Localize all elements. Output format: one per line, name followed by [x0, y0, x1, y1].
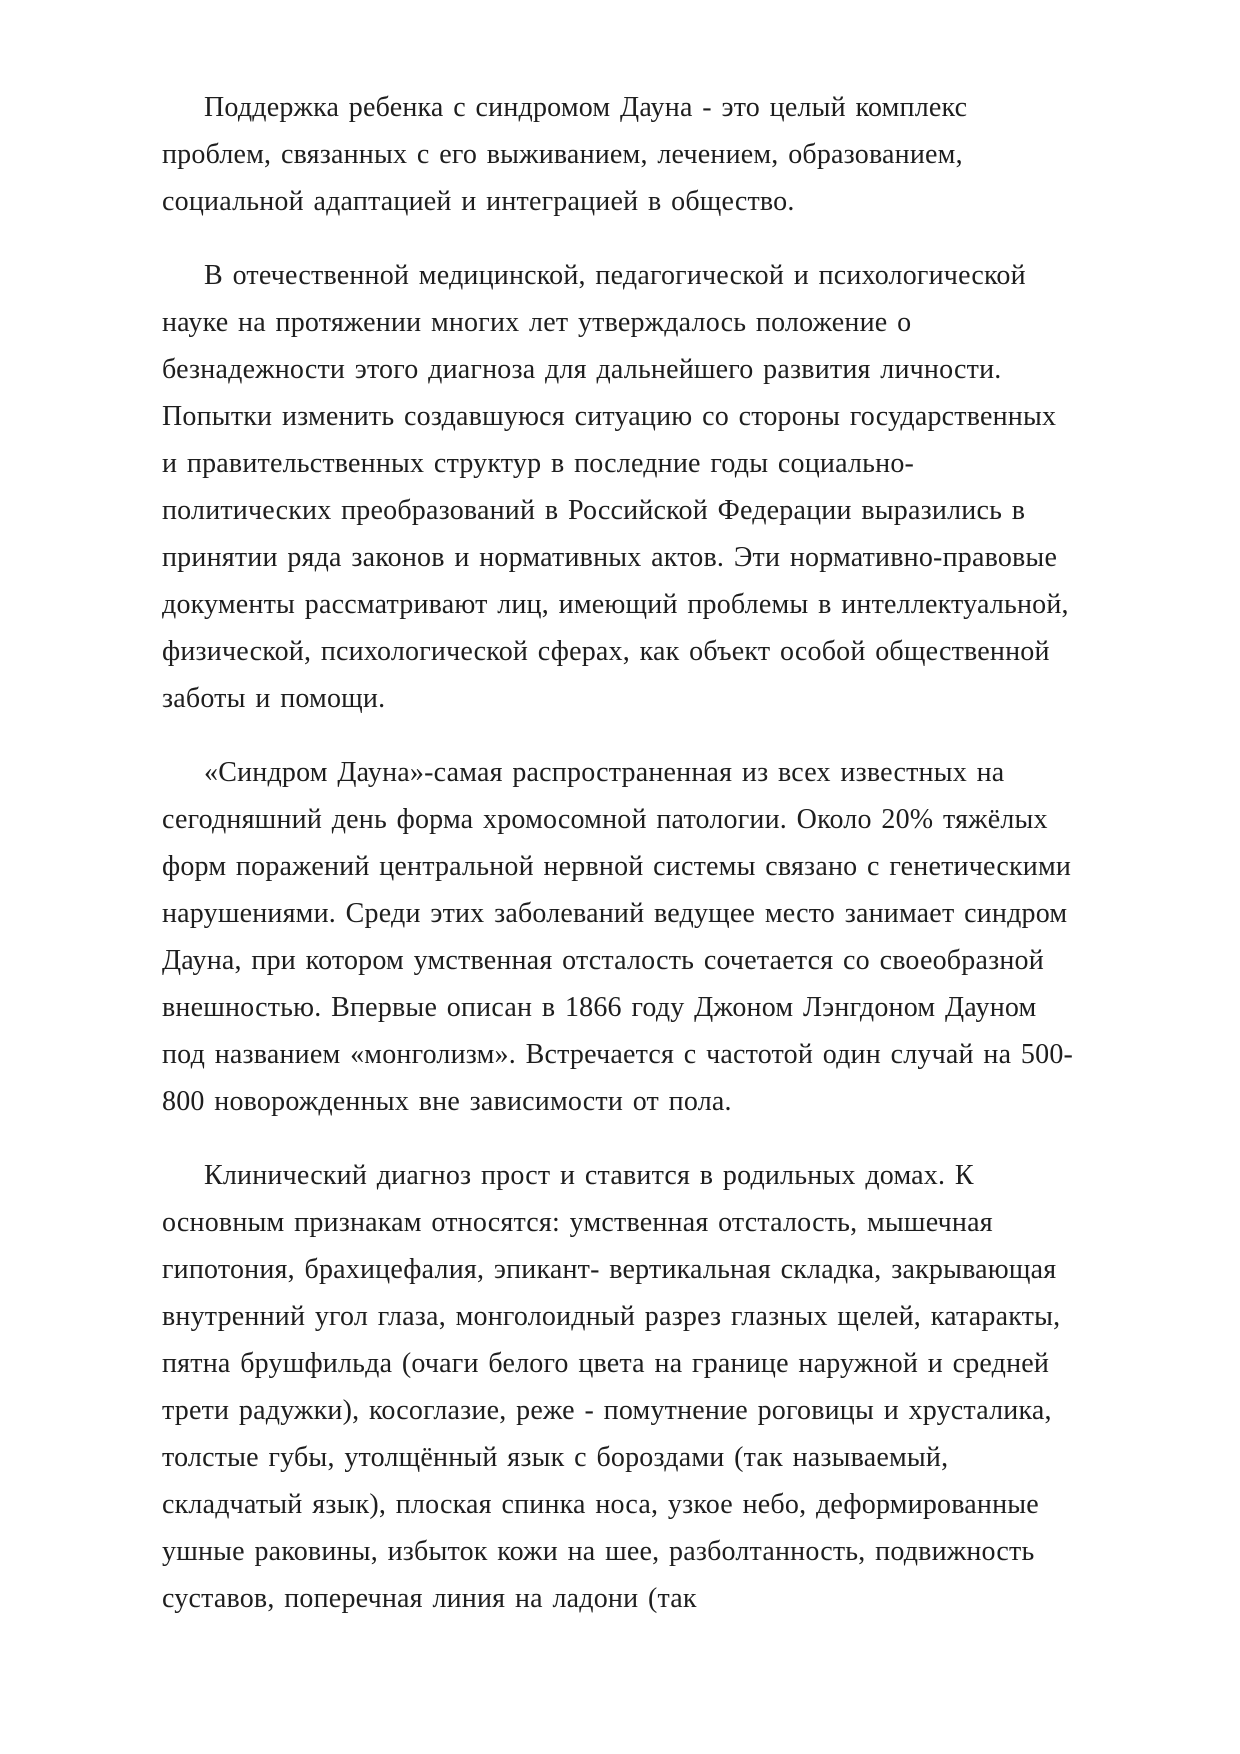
paragraph-syndrome-definition: «Синдром Дауна»-самая распространенная из всех известных на сегодняшний день форма хромосомной патологии. Около 20% тяжёлых форм поражений центральной нервной системы связано с генетическими нарушениями. Среди этих заболеваний ведущее место занимает синдром Дауна, при котором умственная отсталость сочетается со своеобразной внешностью. Впервые описан в 1866 году Джоном Лэнгдоном Дауном под названием «монголизм». Встречается с частотой один случай на 500-800 новорожденных вне зависимости от пола. [162, 757, 1074, 1117]
paragraph-domestic-science: В отечественной медицинской, педагогической и психологической науке на протяжении многих лет утверждалось положение о безнадежности этого диагноза для дальнейшего развития личности. Попытки изменить создавшуюся ситуацию со стороны государственных и правительственных структур в последние годы социально-политических преобразований в Российской Федерации выразились в принятии ряда законов и нормативных актов. Эти нормативно-правовые документы рассматривают лиц, имеющий проблемы в интеллектуальной, физической, психологической сферах, как объект особой общественной заботы и помощи. [162, 260, 1069, 714]
paragraph-clinical-diagnosis: Клинический диагноз прост и ставится в родильных домах. К основным признакам относятся: умственная отсталость, мышечная гипотония, брахицефалия, эпикант- вертикальная складка, закрывающая внутренний угол глаза, монголоидный разрез глазных щелей, катаракты, пятна брушфильда (очаги белого цвета на границе наружной и средней трети радужки), косоглазие, реже - помутнение роговицы и хрусталика, толстые губы, утолщённый язык с бороздами (так называемый, складчатый язык), плоская спинка носа, узкое небо, деформированные ушные раковины, избыток кожи на шее, разболтанность, подвижность суставов, поперечная линия на ладони (так [162, 1160, 1061, 1614]
paragraph-support-intro: Поддержка ребенка с синдромом Дауна - это целый комплекс проблем, связанных с его выживанием, лечением, образованием, социальной адаптацией и интеграцией в общество. [162, 92, 968, 217]
